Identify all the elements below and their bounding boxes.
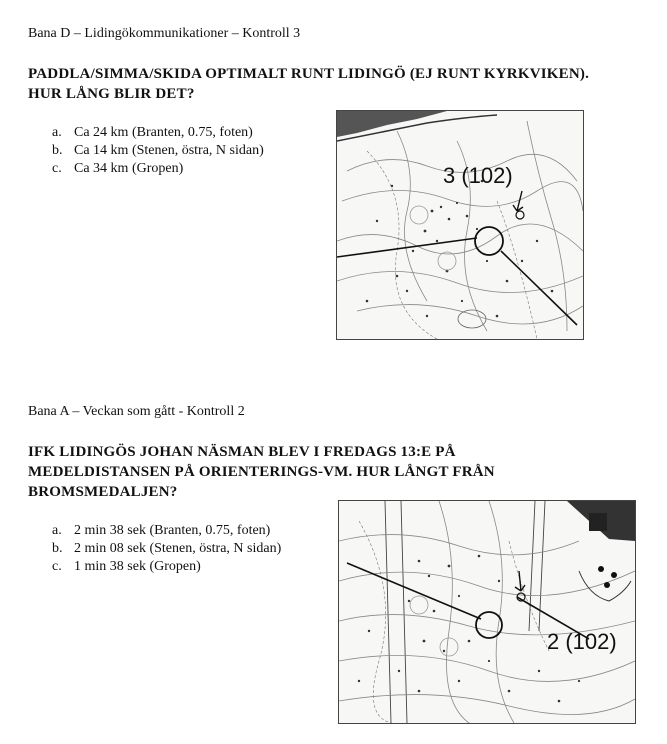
answer-text: Ca 14 km (Stenen, östra, N sidan) [74, 143, 264, 158]
question-line: IFK LIDINGÖS JOHAN NÄSMAN BLEV I FREDAGS 13:E PÅ [28, 444, 456, 460]
answer-letter: a. [52, 523, 62, 538]
answer-option-b[interactable] [52, 142, 264, 160]
answer-option-a[interactable] [52, 124, 264, 142]
question-line: PADDLA/SIMMA/SKIDA OPTIMALT RUNT LIDINGÖ (EJ RUNT KYRKVIKEN). [28, 66, 590, 82]
answer-option-b[interactable] [52, 540, 281, 558]
answer-text: 2 min 38 sek (Branten, 0.75, foten) [74, 523, 271, 538]
section-2-answers [52, 522, 281, 576]
answer-text: 2 min 08 sek (Stenen, östra, N sidan) [74, 541, 282, 556]
question-line: MEDELDISTANSEN PÅ ORIENTERINGS-VM. HUR LÅNGT FRÅN [28, 464, 495, 480]
answer-letter: a. [52, 125, 62, 140]
section-1-question [28, 64, 589, 104]
question-line: HUR LÅNG BLIR DET? [28, 86, 195, 102]
control-number-label: 3 (102) [443, 163, 513, 188]
answer-option-c[interactable] [52, 558, 281, 576]
section-2-question [28, 442, 495, 502]
orienteering-map-2 [338, 500, 636, 724]
answer-text: Ca 34 km (Gropen) [74, 161, 184, 176]
orienteering-map-1 [336, 110, 584, 340]
answer-letter: c. [52, 161, 62, 176]
section-1-answers [52, 124, 264, 178]
answer-letter: b. [52, 143, 63, 158]
answer-option-c[interactable] [52, 160, 264, 178]
answer-letter: b. [52, 541, 63, 556]
answer-letter: c. [52, 559, 62, 574]
section-2-title: Bana A – Veckan som gått - Kontroll 2 [28, 404, 245, 419]
answer-text: 1 min 38 sek (Gropen) [74, 559, 201, 574]
control-number-label: 2 (102) [547, 629, 617, 654]
section-1-title: Bana D – Lidingökommunikationer – Kontroll 3 [28, 26, 301, 41]
answer-text: Ca 24 km (Branten, 0.75, foten) [74, 125, 253, 140]
question-line: BROMSMEDALJEN? [28, 484, 178, 500]
answer-option-a[interactable] [52, 522, 281, 540]
